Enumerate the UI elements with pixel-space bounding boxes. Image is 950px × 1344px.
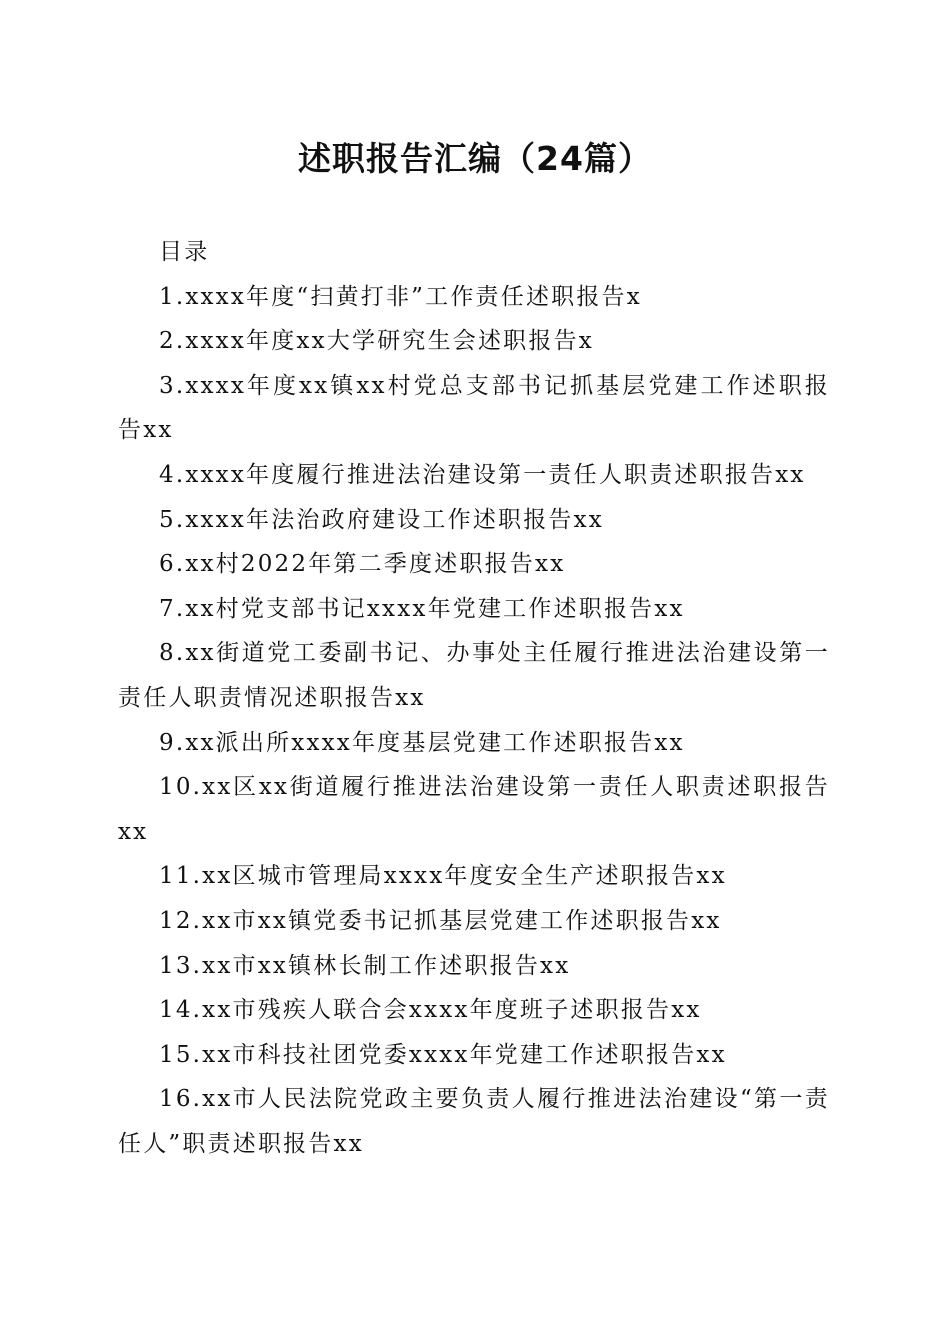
toc-item-4: 4.xxxx年度履行推进法治建设第一责任人职责述职报告xx	[159, 461, 806, 488]
toc-item-16: 16.xx市人民法院党政主要负责人履行推进法治建设“第一责任人”职责述职报告xx	[118, 1086, 830, 1157]
toc-item-3: 3.xxxx年度xx镇xx村党总支部书记抓基层党建工作述职报告xx	[118, 372, 830, 444]
toc-item-10: 10.xx区xx街道履行推进法治建设第一责任人职责述职报告xx	[118, 774, 830, 845]
toc-item-6: 6.xx村2022年第二季度述职报告xx	[159, 551, 566, 578]
toc-item-1: 1.xxxx年度“扫黄打非”工作责任述职报告x	[159, 283, 642, 310]
toc-item-11: 11.xx区城市管理局xxxx年度安全生产述职报告xx	[159, 863, 727, 890]
toc-item-8: 8.xx街道党工委副书记、办事处主任履行推进法治建设第一责任人职责情况述职报告xx	[118, 640, 830, 711]
toc-item-12: 12.xx市xx镇党委书记抓基层党建工作述职报告xx	[159, 907, 722, 934]
toc-item-2: 2.xxxx年度xx大学研究生会述职报告x	[159, 328, 594, 355]
toc-item-9: 9.xx派出所xxxx年度基层党建工作述职报告xx	[159, 729, 685, 756]
toc-item-13: 13.xx市xx镇林长制工作述职报告xx	[159, 952, 571, 979]
toc-item-14: 14.xx市残疾人联合会xxxx年度班子述职报告xx	[159, 997, 702, 1024]
toc-item-7: 7.xx村党支部书记xxxx年党建工作述职报告xx	[159, 595, 685, 622]
document-title: 述职报告汇编（24篇）	[298, 139, 652, 178]
toc-item-15: 15.xx市科技社团党委xxxx年党建工作述职报告xx	[159, 1041, 727, 1068]
toc-item-5: 5.xxxx年法治政府建设工作述职报告xx	[159, 506, 604, 533]
toc-heading: 目录	[159, 239, 210, 265]
table-of-contents	[118, 230, 830, 1166]
